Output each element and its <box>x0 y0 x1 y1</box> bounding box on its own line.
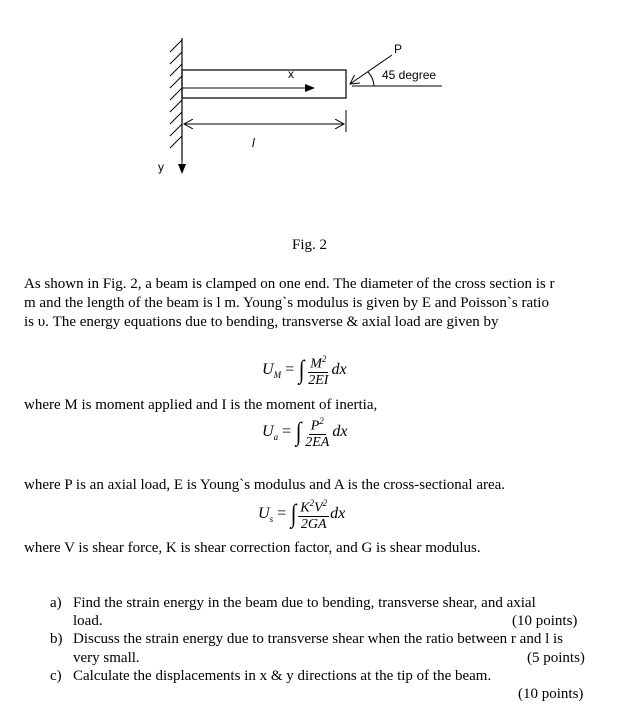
length-label: l <box>252 136 255 150</box>
equation-axial: $U_a$ = ∫ $\frac{P^2}{2EA}$ dx <box>262 416 348 450</box>
question-marker: b) <box>50 631 63 647</box>
beam-figure <box>0 0 634 230</box>
question-text: Calculate the displacements in x & y directions at the tip of the beam. <box>73 668 492 684</box>
figure-caption: Fig. 2 <box>292 237 328 253</box>
intro-line-1: As shown in Fig. 2, a beam is clamped on one end. The diameter of the cross section is r <box>24 276 555 292</box>
question-points: (10 points) <box>518 686 584 702</box>
question-text-cont: load. <box>73 613 103 629</box>
fixed-wall <box>170 38 182 160</box>
intro-line-2: m and the length of the beam is l m. Young`s modulus is given by E and Poisson`s ratio <box>24 295 549 311</box>
angle-label: 45 degree <box>382 68 437 82</box>
angle-arc <box>368 72 374 86</box>
text-shear: where V is shear force, K is shear correction factor, and G is shear modulus. <box>24 540 481 556</box>
x-axis-label: x <box>288 67 294 81</box>
intro-line-3: is υ. The energy equations due to bending, transverse & axial load are given by <box>24 314 499 330</box>
question-text-cont: very small. <box>73 650 140 666</box>
text-bending: where M is moment applied and I is the moment of inertia, <box>24 397 378 413</box>
question-text: Find the strain energy in the beam due to bending, transverse shear, and axial <box>73 595 536 611</box>
question-points: (10 points) <box>512 613 578 629</box>
question-points: (5 points) <box>527 650 585 666</box>
beam <box>182 70 346 98</box>
text-axial: where P is an axial load, E is Young`s modulus and A is the cross-sectional area. <box>24 477 506 493</box>
question-marker: a) <box>50 595 62 611</box>
equation-bending: $U_M$ = ∫ $\frac{M^2}{2EI}$ dx <box>262 354 347 388</box>
question-text: Discuss the strain energy due to transverse shear when the ratio between r and l is <box>73 631 563 647</box>
question-marker: c) <box>50 668 62 684</box>
load-label: P <box>394 42 403 56</box>
y-axis-label: y <box>158 160 164 174</box>
equation-shear: $U_s$ = ∫ $\frac{K^2V^2}{2GA}$ dx <box>258 498 346 532</box>
